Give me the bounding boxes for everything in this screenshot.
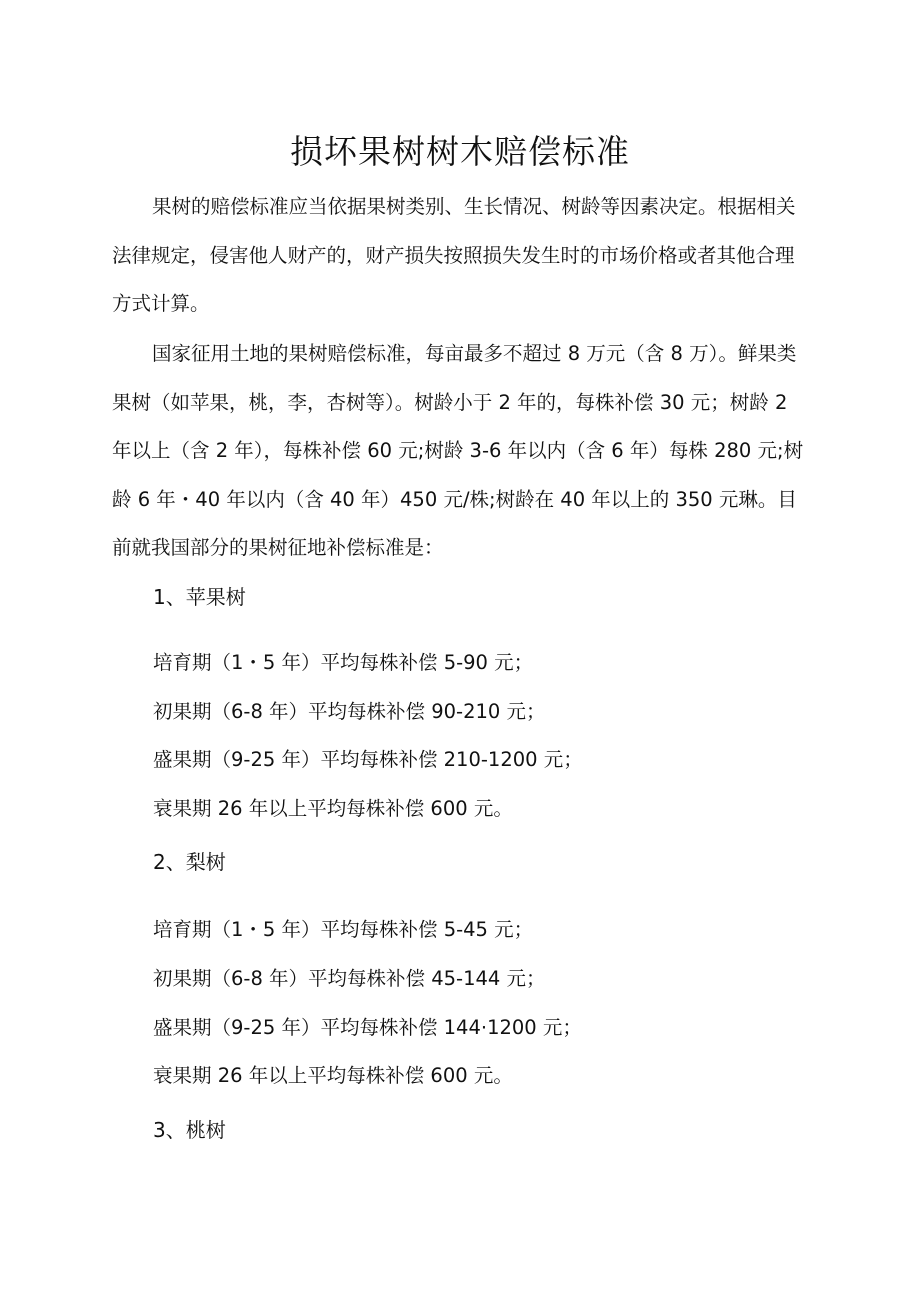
intro-paragraph: 果树的赔偿标准应当依据果树类别、生长情况、树龄等因素决定。根据相关法律规定，侵害他人财产的，财产损失按照损失发生时的市场价格或者其他合理方式计算。 — [112, 195, 796, 315]
list-item: 衰果期 26 年以上平均每株补偿 600 元。 — [153, 1064, 513, 1087]
list-item: 盛果期（9-25 年）平均每株补偿 144·1200 元； — [153, 1016, 582, 1039]
standard-paragraph: 国家征用土地的果树赔偿标准，每亩最多不超过 8 万元（含 8 万）。鲜果类果树（如苹果，桃，李，杏树等）。树龄小于 2 年的，每株补偿 30 元；树龄 2 年以上（含 2 年），每株补偿 60 元;树龄 3-6 年以内（含 6 年）每株 280 元;树龄 6 年・40 年以内（含 40 年）450 元/株;树龄在 40 年以上的 350 元琳。目前就我国部分的果树征地补偿标准是： — [112, 342, 804, 559]
section-heading-pear: 2、梨树 — [153, 850, 226, 874]
list-item: 盛果期（9-25 年）平均每株补偿 210-1200 元； — [153, 748, 583, 771]
section-heading-peach: 3、桃树 — [153, 1118, 226, 1142]
list-item: 培育期（1・5 年）平均每株补偿 5-45 元； — [153, 918, 534, 941]
section-heading-apple: 1、苹果树 — [153, 585, 246, 609]
list-item: 衰果期 26 年以上平均每株补偿 600 元。 — [153, 797, 513, 820]
document-title: 损坏果树树木赔偿标准 — [290, 132, 630, 171]
list-item: 培育期（1・5 年）平均每株补偿 5-90 元； — [153, 651, 534, 674]
list-item: 初果期（6-8 年）平均每株补偿 90-210 元； — [153, 700, 546, 723]
list-item: 初果期（6-8 年）平均每株补偿 45-144 元； — [153, 967, 546, 990]
